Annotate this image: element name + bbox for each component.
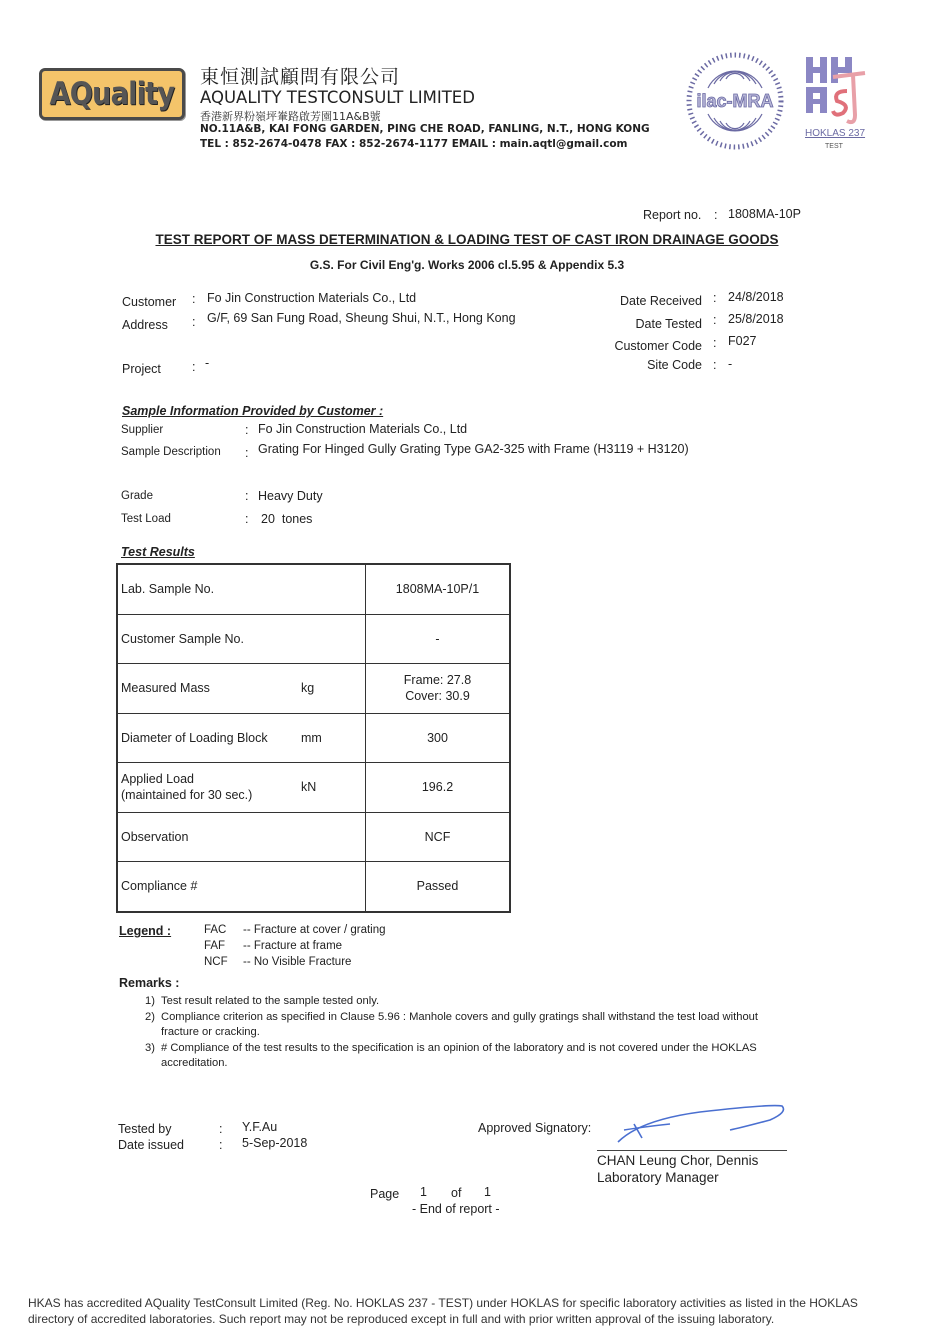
table-row — [117, 713, 510, 763]
aquality-logo — [39, 68, 185, 120]
test-results-table — [116, 563, 511, 913]
row-unit: kN — [301, 780, 317, 795]
page-label: Page — [370, 1187, 400, 1201]
cover-mass-value: Cover: 30.9 — [405, 689, 470, 704]
table-row — [117, 862, 510, 912]
date-issued-label: Date issued — [118, 1138, 185, 1152]
separator: : — [713, 291, 717, 305]
row-label-cell — [117, 664, 366, 714]
company-address-chinese: 香港新界粉嶺坪輋路啟芳園11A&B號 — [200, 110, 381, 123]
row-label-cell — [117, 763, 366, 813]
row-label-cell — [117, 713, 366, 763]
ilac-mra-logo-icon — [686, 52, 784, 150]
date-received-value: 24/8/2018 — [728, 290, 784, 304]
sample-description-label: Sample Description — [121, 446, 221, 458]
signatory-name: CHAN Leung Chor, Dennis — [597, 1153, 759, 1168]
customer-label: Customer — [122, 295, 177, 309]
remark-text: # Compliance of the test results to the specification is an opinion of the laboratory and is not covered under the HOKLAS — [161, 1042, 757, 1054]
separator: : — [219, 1122, 223, 1136]
separator: : — [192, 360, 196, 374]
date-tested-label: Date Tested — [635, 317, 702, 331]
separator: : — [245, 489, 249, 503]
company-name-english: AQUALITY TESTCONSULT LIMITED — [200, 88, 475, 107]
test-results-heading: Test Results — [121, 545, 195, 559]
compliance-value: Passed — [416, 879, 459, 894]
legend-desc: -- No Visible Fracture — [243, 956, 352, 968]
test-load-value: 20 tones — [261, 512, 313, 526]
page-number: 1 — [420, 1185, 427, 1199]
site-code-label: Site Code — [647, 358, 702, 372]
separator: : — [713, 336, 717, 350]
sample-description-value: Grating For Hinged Gully Grating Type GA2-325 with Frame (H3119 + H3120) — [258, 442, 689, 456]
supplier-label: Supplier — [121, 424, 164, 436]
remark-text-cont: fracture or cracking. — [161, 1026, 260, 1038]
table-row — [117, 812, 510, 862]
legend-code: NCF — [204, 956, 228, 968]
row-value-cell — [366, 713, 511, 763]
observation-value: NCF — [424, 829, 451, 844]
remark-number: 3) — [145, 1042, 155, 1054]
customer-sample-no-value: - — [435, 631, 440, 646]
remark-text: Test result related to the sample tested only. — [161, 995, 380, 1007]
remark-number: 2) — [145, 1011, 155, 1023]
row-label-cell — [117, 812, 366, 862]
separator: : — [245, 512, 249, 526]
row-label: Measured Mass — [121, 681, 210, 696]
customer-code-value: F027 — [728, 334, 757, 348]
project-label: Project — [122, 362, 161, 376]
table-row — [117, 614, 510, 664]
report-subtitle: G.S. For Civil Eng'g. Works 2006 cl.5.95 & Appendix 5.3 — [309, 258, 625, 272]
address-label: Address — [122, 318, 168, 332]
row-unit: kg — [301, 681, 315, 696]
page-of-label: of — [451, 1186, 462, 1200]
row-label: Lab. Sample No. — [121, 582, 215, 597]
svg-text:ilac-MRA: ilac-MRA — [696, 91, 774, 111]
table-row — [117, 564, 510, 614]
remark-number: 1) — [145, 995, 155, 1007]
separator: : — [192, 292, 196, 306]
signature-line — [597, 1150, 787, 1151]
date-issued-value: 5-Sep-2018 — [242, 1136, 308, 1150]
accreditation-footer — [28, 1295, 918, 1327]
separator: : — [245, 446, 249, 460]
sample-info-heading: Sample Information Provided by Customer : — [122, 404, 384, 418]
row-label: Applied Load — [121, 772, 194, 787]
table-row — [117, 664, 510, 714]
legend-desc: -- Fracture at frame — [243, 940, 343, 952]
signature-icon — [610, 1098, 790, 1148]
row-value-cell — [366, 862, 511, 912]
separator: : — [714, 208, 718, 222]
row-label-cell — [117, 614, 366, 664]
company-address-english: NO.11A&B, KAI FONG GARDEN, PING CHE ROAD, FANLING, N.T., HONG KONG — [200, 123, 650, 135]
frame-mass-value: Frame: 27.8 — [403, 673, 472, 688]
separator: : — [713, 313, 717, 327]
row-label-cell — [117, 862, 366, 912]
legend-heading: Legend : — [119, 924, 172, 938]
grade-value: Heavy Duty — [258, 489, 323, 503]
remark-text-cont: accreditation. — [161, 1057, 228, 1069]
supplier-value: Fo Jin Construction Materials Co., Ltd — [258, 422, 468, 436]
page-total: 1 — [484, 1185, 491, 1199]
row-label: Diameter of Loading Block — [121, 730, 268, 745]
date-received-label: Date Received — [620, 294, 702, 308]
grade-label: Grade — [121, 490, 153, 502]
row-label: Observation — [121, 829, 189, 844]
tested-by-label: Tested by — [118, 1122, 172, 1136]
customer-code-label: Customer Code — [614, 339, 702, 353]
logo-text: AQuality — [49, 76, 175, 112]
legend-code: FAF — [204, 940, 226, 952]
footer-line-1: HKAS has accredited AQuality TestConsult Limited (Reg. No. HOKLAS 237 - TEST) under HOKLAS for specific laboratory activities as listed in the HOKLAS — [28, 1296, 858, 1310]
table-row — [117, 763, 510, 813]
signatory-title: Laboratory Manager — [597, 1170, 719, 1185]
row-value-cell — [366, 763, 511, 813]
separator: : — [713, 358, 717, 372]
project-value: - — [205, 356, 210, 370]
report-title: TEST REPORT OF MASS DETERMINATION & LOADING TEST OF CAST IRON DRAINAGE GOODS — [155, 232, 779, 247]
approved-signatory-label: Approved Signatory: — [478, 1121, 592, 1135]
customer-value: Fo Jin Construction Materials Co., Ltd — [207, 291, 417, 305]
row-label-cell — [117, 564, 366, 614]
footer-line-2: directory of accredited laboratories. Such report may not be reproduced except in full and with prior written approval of the issuing laboratory. — [28, 1312, 775, 1326]
hkas-hoklas-logo-icon — [803, 55, 869, 150]
loading-block-diameter-value: 300 — [427, 730, 448, 745]
report-no-value: 1808MA-10P — [728, 207, 801, 221]
row-value-cell — [366, 614, 511, 664]
svg-text:HOKLAS 237: HOKLAS 237 — [805, 128, 866, 139]
separator: : — [192, 315, 196, 329]
site-code-value: - — [728, 357, 733, 371]
row-value-cell — [366, 812, 511, 862]
row-value-cell — [366, 564, 511, 614]
applied-load-value: 196.2 — [421, 780, 454, 795]
row-label: Compliance # — [121, 879, 198, 894]
legend-code: FAC — [204, 924, 227, 936]
date-tested-value: 25/8/2018 — [728, 312, 784, 326]
tested-by-value: Y.F.Au — [242, 1120, 278, 1134]
test-load-label: Test Load — [121, 513, 171, 525]
company-contact: TEL : 852-2674-0478 FAX : 852-2674-1177 EMAIL : main.aqtl@gmail.com — [200, 138, 628, 150]
separator: : — [219, 1138, 223, 1152]
legend-desc: -- Fracture at cover / grating — [243, 924, 386, 936]
address-value: G/F, 69 San Fung Road, Sheung Shui, N.T., Hong Kong — [207, 311, 516, 325]
remark-text: Compliance criterion as specified in Clause 5.96 : Manhole covers and gully gratings shall withstand the test load without — [161, 1011, 758, 1023]
row-label-note: (maintained for 30 sec.) — [121, 788, 253, 803]
remarks-heading: Remarks : — [119, 976, 180, 990]
row-label: Customer Sample No. — [121, 631, 244, 646]
report-no-label: Report no. — [643, 208, 702, 222]
lab-sample-no-value: 1808MA-10P/1 — [395, 582, 480, 597]
end-of-report: - End of report - — [412, 1202, 500, 1216]
svg-text:TEST: TEST — [825, 143, 843, 150]
row-value-cell — [366, 664, 511, 714]
separator: : — [245, 423, 249, 437]
row-unit: mm — [301, 730, 322, 745]
company-name-chinese: 東恒測試顧問有限公司 — [200, 66, 401, 88]
